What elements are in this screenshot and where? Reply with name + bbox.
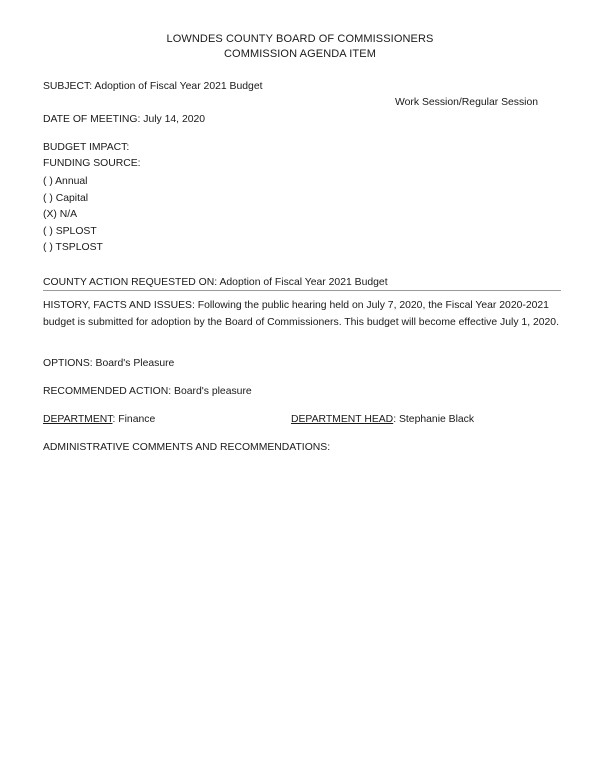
funding-option-splost: ( ) SPLOST: [43, 226, 97, 237]
department: [43, 413, 155, 426]
session-type: Work Session/Regular Session: [395, 97, 539, 108]
header-title: LOWNDES COUNTY BOARD OF COMMISSIONERS: [166, 33, 434, 45]
date-of-meeting: DATE OF MEETING: July 14, 2020: [43, 114, 206, 125]
department-label: DEPARTMENT: [43, 414, 113, 425]
administrative-comments: ADMINISTRATIVE COMMENTS AND RECOMMENDATIONS:: [43, 442, 331, 453]
header-subtitle: COMMISSION AGENDA ITEM: [224, 48, 376, 60]
funding-source: FUNDING SOURCE:: [43, 158, 141, 169]
department-head-label: DEPARTMENT HEAD: [291, 414, 394, 425]
funding-option-capital: ( ) Capital: [43, 193, 89, 204]
history-facts-issues: HISTORY, FACTS AND ISSUES: Following the public hearing held on July 7, 2020, the Fiscal Year 2020-2021 budget is submitted for adoption by the Board of Commissioners. This budget will become effective July 1, 2020.: [43, 300, 559, 328]
department-head: [291, 413, 474, 426]
department-head-value: : Stephanie Black: [393, 414, 475, 425]
funding-option-tsplost: ( ) TSPLOST: [43, 242, 103, 253]
county-action-requested: COUNTY ACTION REQUESTED ON: Adoption of Fiscal Year 2021 Budget: [43, 277, 388, 288]
options: OPTIONS: Board's Pleasure: [43, 358, 175, 369]
subject: SUBJECT: Adoption of Fiscal Year 2021 Budget: [43, 81, 263, 92]
funding-option-annual: ( ) Annual: [43, 176, 88, 187]
department-value: : Finance: [112, 414, 156, 425]
section-divider: [43, 290, 561, 291]
funding-option-na: (X) N/A: [43, 209, 78, 220]
budget-impact: BUDGET IMPACT:: [43, 142, 130, 153]
recommended-action: RECOMMENDED ACTION: Board's pleasure: [43, 386, 252, 397]
